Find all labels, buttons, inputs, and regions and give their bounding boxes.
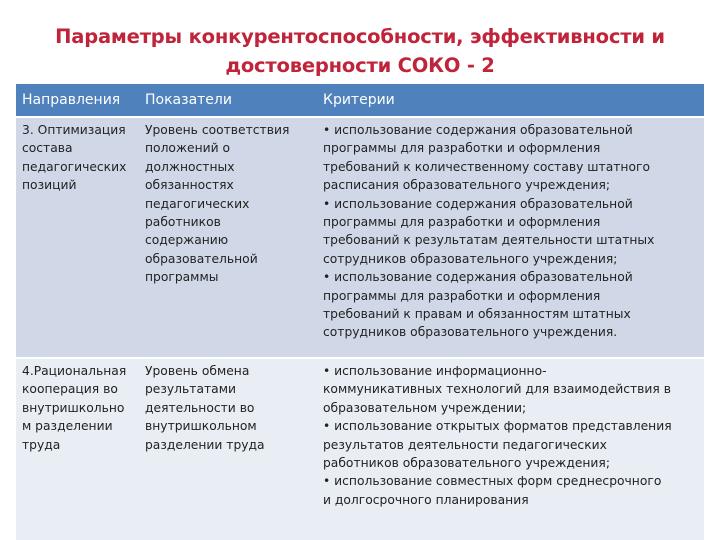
- cell-line: м разделении: [22, 419, 113, 434]
- parameters-table: [16, 84, 704, 540]
- cell-line: педагогических: [22, 159, 127, 174]
- cell-line: Уровень обмена: [145, 364, 250, 378]
- cell-line: • использование совместных форм среднесрочного: [323, 474, 662, 489]
- slide-title-line-1: Параметры конкурентоспособности, эффективности и: [55, 25, 665, 48]
- cell-line: • использование открытых форматов представления: [323, 419, 672, 434]
- cell-line: результатами: [145, 382, 236, 397]
- slide-title-line-2: достоверности СОКО - 2: [225, 54, 495, 77]
- cell-line: должностных: [145, 159, 235, 174]
- cell-line: педагогических: [145, 196, 250, 211]
- cell-line: коммуникативных технологий для взаимодействия в: [323, 382, 671, 397]
- cell-line: разделении труда: [145, 437, 265, 452]
- cell-line: • использование содержания образовательной: [323, 270, 633, 285]
- cell-line: результатов деятельности педагогических: [323, 437, 607, 452]
- table-row: [16, 358, 704, 540]
- cell-line: сотрудников образовательного учреждения;: [323, 251, 618, 266]
- cell-line: положений о: [145, 141, 231, 156]
- cell-line: 3. Оптимизация: [22, 123, 126, 137]
- cell-line: сотрудников образовательного учреждения.: [323, 325, 618, 340]
- cell-line: внутришкольном: [145, 419, 257, 434]
- cell-criteria: [317, 117, 704, 358]
- cell-line: позиций: [22, 178, 77, 193]
- cell-line: деятельности во: [145, 400, 255, 415]
- slide-title: [0, 22, 720, 80]
- header-indicators: Показатели: [139, 84, 317, 117]
- cell-line: • использование информационно-: [323, 364, 547, 378]
- cell-line: требований к количественному составу штатного: [323, 159, 650, 174]
- cell-line: образовательном учреждении;: [323, 400, 527, 415]
- header-criteria: Критерии: [317, 84, 704, 117]
- cell-line: состава: [22, 141, 73, 156]
- cell-line: программы для разработки и оформления: [323, 215, 601, 230]
- cell-line: образовательной: [145, 251, 258, 266]
- cell-line: труда: [22, 437, 61, 452]
- cell-line: программы: [145, 270, 219, 285]
- cell-line: обязанностях: [145, 178, 234, 193]
- cell-line: расписания образовательного учреждения;: [323, 178, 610, 193]
- cell-line: • использование содержания образовательной: [323, 123, 633, 137]
- cell-indicator: [139, 358, 317, 540]
- cell-line: программы для разработки и оформления: [323, 141, 601, 156]
- cell-line: содержанию: [145, 233, 229, 248]
- cell-line: внутришкольно: [22, 400, 125, 415]
- cell-line: кооперация во: [22, 382, 118, 397]
- cell-line: Уровень соответствия: [145, 123, 290, 137]
- cell-criteria: [317, 358, 704, 540]
- cell-indicator: [139, 117, 317, 358]
- cell-line: работников образовательного учреждения;: [323, 456, 610, 471]
- cell-line: и долгосрочного планирования: [323, 492, 529, 507]
- table-header-row: [16, 84, 704, 117]
- cell-direction: [16, 358, 139, 540]
- cell-line: требований к правам и обязанностям штатных: [323, 307, 631, 322]
- cell-line: работников: [145, 215, 221, 230]
- cell-line: требований к результатам деятельности штатных: [323, 233, 655, 248]
- cell-line: программы для разработки и оформления: [323, 288, 601, 303]
- cell-line: • использование содержания образовательной: [323, 196, 633, 211]
- cell-line: 4.Рациональная: [22, 364, 127, 378]
- table-row: [16, 117, 704, 358]
- cell-direction: [16, 117, 139, 358]
- header-directions: Направления: [16, 84, 139, 117]
